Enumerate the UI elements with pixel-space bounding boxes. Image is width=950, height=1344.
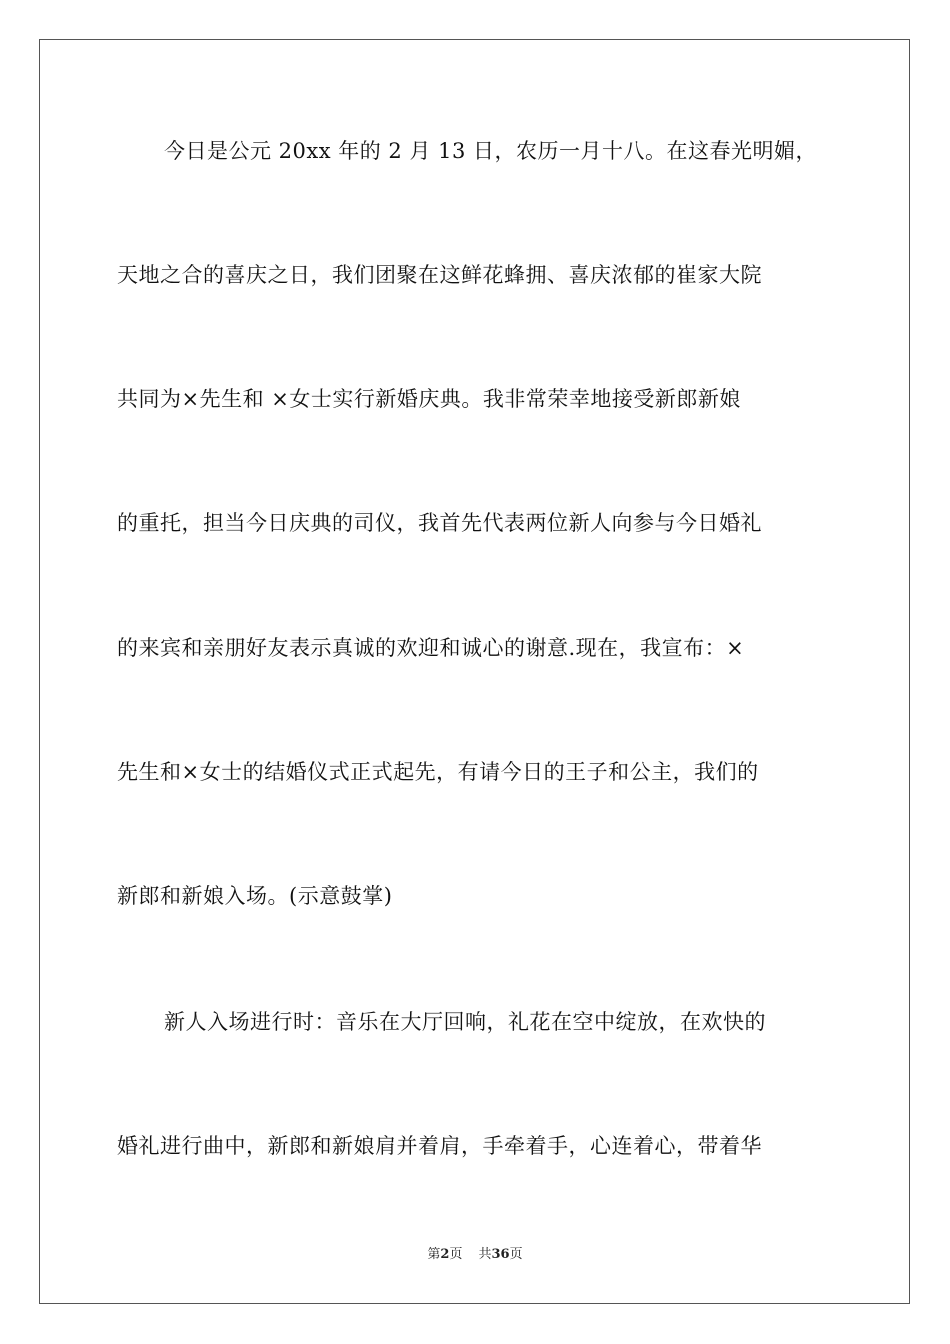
paragraph-line-8: 新人入场进行时：音乐在大厅回响，礼花在空中绽放，在欢快的 [164,1010,766,1034]
paragraph-line-9: 婚礼进行曲中，新郎和新娘肩并着肩，手牵着手，心连着心，带着华 [117,1134,762,1158]
footer-total-prefix: 共 [478,1247,492,1262]
footer-page-number: 2 [440,1247,450,1262]
footer-total-suffix: 页 [509,1247,523,1262]
page-footer [0,1246,950,1264]
footer-page-prefix: 第 [427,1247,441,1262]
page-border [39,39,910,1304]
paragraph-line-5: 的来宾和亲朋好友表示真诚的欢迎和诚心的谢意.现在，我宣布：× [117,636,745,660]
paragraph-line-1: 今日是公元 20xx 年的 2 月 13 日，农历一月十八。在这春光明媚， [164,139,818,163]
paragraph-line-4: 的重托，担当今日庆典的司仪，我首先代表两位新人向参与今日婚礼 [117,511,762,535]
paragraph-line-7: 新郎和新娘入场。(示意鼓掌) [117,884,393,908]
paragraph-line-3: 共同为×先生和 ×女士实行新婚庆典。我非常荣幸地接受新郎新娘 [117,387,741,411]
paragraph-line-2: 天地之合的喜庆之日，我们团聚在这鲜花蜂拥、喜庆浓郁的崔家大院 [117,263,762,287]
footer-total-pages: 36 [491,1247,510,1262]
paragraph-line-6: 先生和×女士的结婚仪式正式起先，有请今日的王子和公主，我们的 [117,760,759,784]
footer-page-suffix: 页 [449,1247,463,1262]
